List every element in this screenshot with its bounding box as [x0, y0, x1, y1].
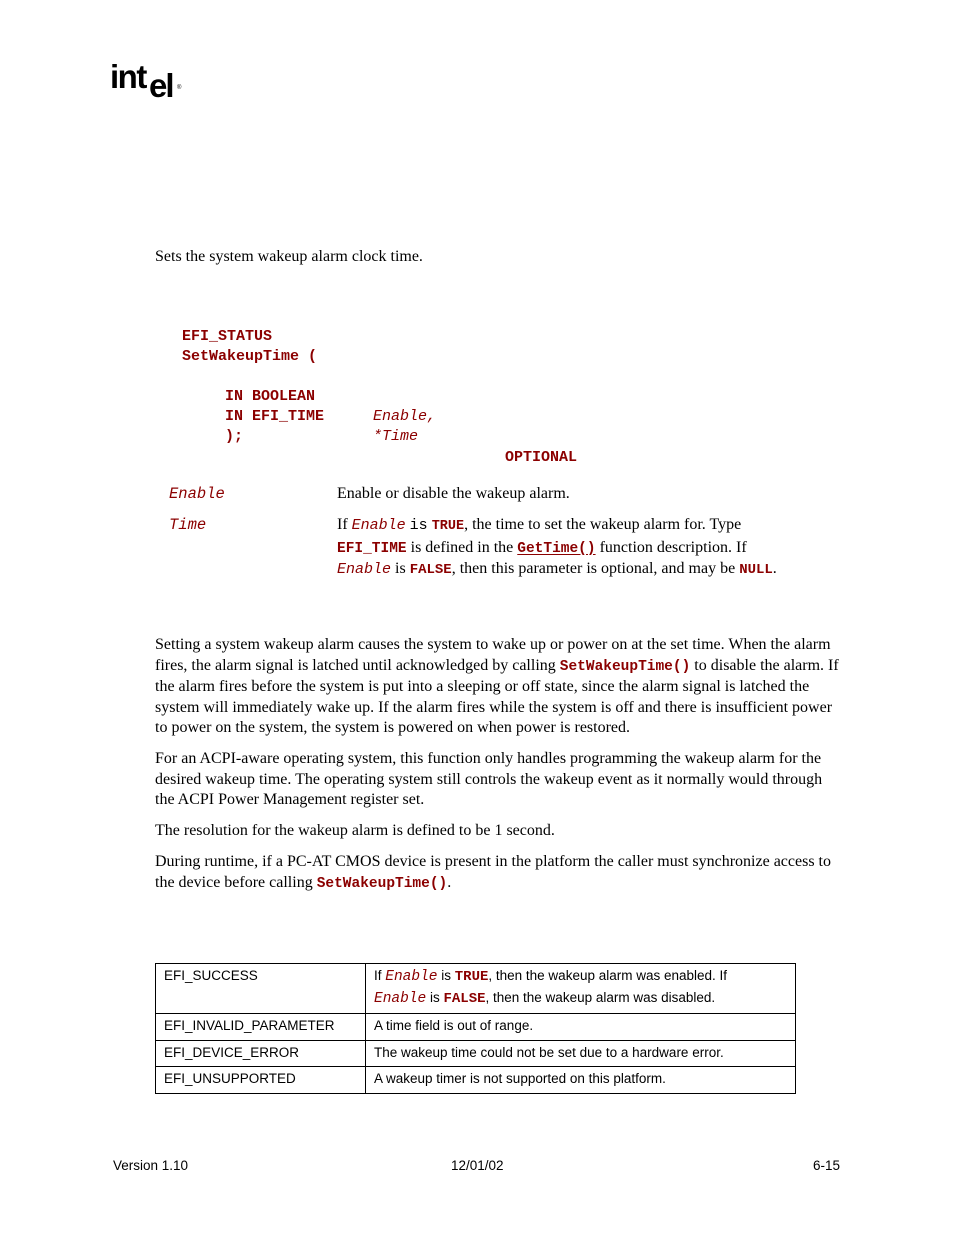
status-code-cell: EFI_INVALID_PARAMETER [156, 1014, 366, 1041]
code-setwakeuptime-2: SetWakeupTime() [316, 875, 448, 892]
logo-text-el: el [149, 67, 173, 104]
function-signature: SetWakeupTime ( [182, 348, 318, 366]
status-desc-cell: A time field is out of range. [366, 1014, 796, 1041]
description-paragraph-4: During runtime, if a PC-AT CMOS device is present in the platform the caller must synchronize access to the device before calling SetWakeupTime(). [155, 853, 831, 892]
param-enable-desc: Enable or disable the wakeup alarm. [337, 485, 570, 502]
logo-text-int: int [110, 58, 146, 95]
prototype-close: ); [225, 428, 244, 446]
table-row [156, 1040, 796, 1067]
footer-page-number: 6-15 [813, 1158, 841, 1173]
logo-registered-mark: ® [177, 85, 182, 91]
status-code-cell: EFI_SUCCESS [156, 964, 366, 1014]
table-row [156, 964, 796, 1014]
description-paragraph-3: The resolution for the wakeup alarm is defined to be 1 second. [155, 822, 555, 839]
gettime-link[interactable]: GetTime() [517, 540, 596, 557]
status-codes-table [155, 963, 796, 1094]
code-setwakeuptime: SetWakeupTime() [559, 658, 691, 675]
footer-version: Version 1.10 [113, 1158, 189, 1173]
prototype-code [182, 326, 578, 466]
status-code-cell: EFI_DEVICE_ERROR [156, 1040, 366, 1067]
footer-date: 12/01/02 [451, 1158, 504, 1173]
param-name-time: *Time [373, 428, 419, 446]
status-desc-cell: The wakeup time could not be set due to a hardware error. [366, 1040, 796, 1067]
param-type-time: IN EFI_TIME [225, 408, 325, 426]
status-desc-cell: A wakeup timer is not supported on this platform. [366, 1067, 796, 1094]
intel-logo [110, 58, 182, 102]
return-type: EFI_STATUS [182, 328, 273, 345]
status-desc-cell: If Enable is TRUE, then the wakeup alarm was enabled. If Enable is FALSE, then the wakeup alarm was disabled. [366, 964, 796, 1014]
param-modifier-optional: OPTIONAL [505, 448, 578, 466]
param-type-enable: IN BOOLEAN [225, 387, 316, 405]
param-time-name: Time [169, 516, 207, 534]
param-name-enable: Enable, [373, 408, 437, 426]
description-paragraph-1: Setting a system wakeup alarm causes the system to wake up or power on at the set time. When the alarm fires, the alarm signal is latched until acknowledged by calling SetWakeupTime() to disable the alarm. If the alarm fires before the system is put into a sleeping or off state, since the alarm signal is latched the system will immediately wake up. If the alarm fires while the system is off and there is insufficient power to power on the system, the system is powered on when power is restored. [155, 636, 839, 736]
param-enable-name: Enable [169, 485, 225, 503]
param-time-desc: If Enable is TRUE, the time to set the wakeup alarm for. Type EFI_TIME is defined in the GetTime() function description. If Enable is FALSE, then this parameter is optional, and may be NULL. [337, 516, 777, 578]
table-row [156, 1014, 796, 1041]
description-paragraph-2: For an ACPI-aware operating system, this function only handles programming the wakeup alarm for the desired wakeup time. The operating system still controls the wakeup event as it normally would through the ACPI Power Management register set. [155, 750, 823, 808]
table-row [156, 1067, 796, 1094]
status-code-cell: EFI_UNSUPPORTED [156, 1067, 366, 1094]
summary-text: Sets the system wakeup alarm clock time. [155, 248, 423, 265]
description-section [155, 635, 845, 894]
